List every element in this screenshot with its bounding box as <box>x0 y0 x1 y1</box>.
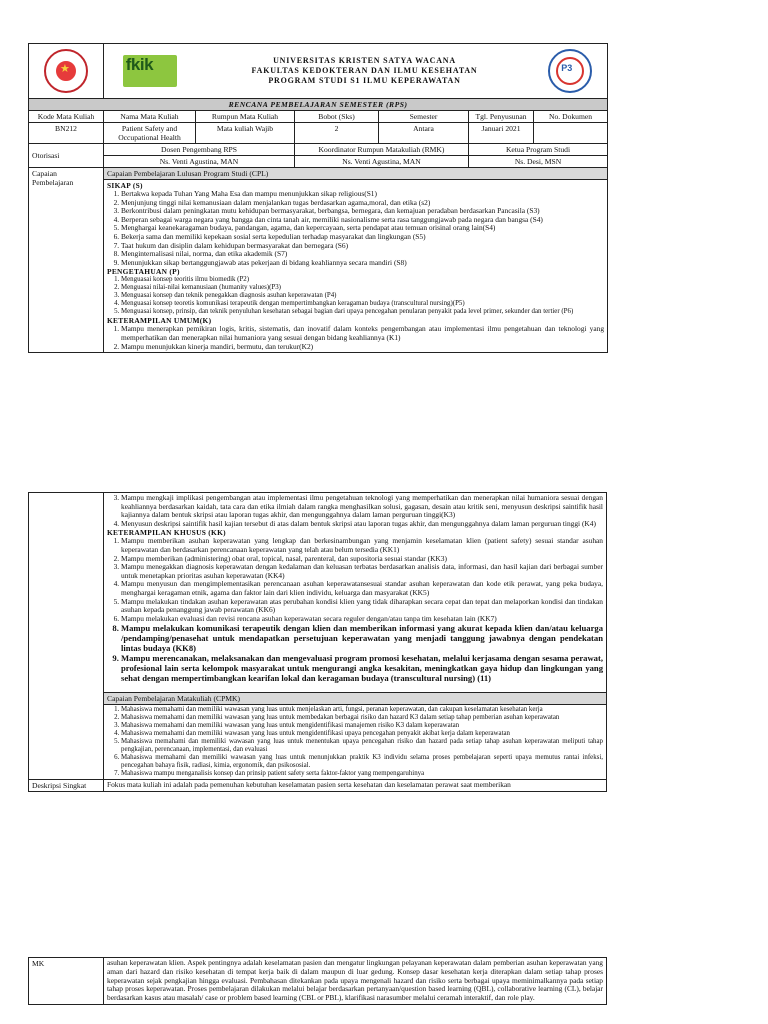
otorisasi-h1: Dosen Pengembang RPS <box>104 144 295 156</box>
list-item: 7. Mahasiswa mampu menganalisis konsep dan prinsip patient safety serta faktor-faktor yang mempengaruhinya <box>121 770 603 778</box>
col-kode: Kode Mata Kuliah <box>29 111 104 123</box>
otorisasi-h2: Koordinator Rumpun Matakuliah (RMK) <box>295 144 469 156</box>
pengetahuan-list <box>107 276 604 316</box>
list-item: 2. Menjunjung tinggi nilai kemanusiaan dalam menjalankan tugas berdasarkan agama,moral, dan etika (s2) <box>121 199 604 208</box>
cpmk-title: Capaian Pembelajaran Matakuliah (CPMK) <box>104 693 607 705</box>
ku-list-page1 <box>107 325 604 351</box>
list-item: 5. Mampu melakukan tindakan asuhan keperawatan atas perubahan kondisi klien yang tidak diharapkan secara cepat dan tepat dan melaporkan kondisi dan tindakan asuhan kepada penanggung jawab perawatan (KK6) <box>121 598 603 615</box>
otorisasi-v2: Ns. Venti Agustina, MAN <box>295 156 469 168</box>
col-rumpun: Rumpun Mata Kuliah <box>196 111 295 123</box>
deskripsi-label: Deskripsi Singkat <box>29 780 104 792</box>
p3-logo-icon: P3 <box>548 49 592 93</box>
faculty-name: FAKULTAS KEDOKTERAN DAN ILMU KESEHATAN <box>251 66 478 75</box>
cpl-continued <box>104 493 607 693</box>
list-item: 1. Menguasai konsep teoritis ilmu biomedik (P2) <box>121 276 604 284</box>
logo-right-cell <box>534 44 608 99</box>
list-item: 2. Mampu memberikan (administering) obat oral, topical, nasal, parenteral, dan supositoria sesuai standar (KK3) <box>121 555 603 564</box>
col-bobot: Bobot (Sks) <box>295 111 379 123</box>
col-tgl: Tgl. Penyusunan <box>469 111 534 123</box>
list-item: 8. Mampu melakukan komunikasi terapeutik dengan klien dan memberikan informasi yang akurat kepada klien dan/atau keluarga /pendamping/penasehat untuk mendapatkan persetujuan keperawatan yang menjadi tanggung jawabnya dengan pendekatan lintas budaya (KK8) <box>121 623 603 653</box>
sikap-list <box>107 190 604 267</box>
cpl-title: Capaian Pembelajaran Lulusan Program Studi (CPL) <box>104 168 608 180</box>
val-rumpun: Mata kuliah Wajib <box>196 123 295 144</box>
university-name: UNIVERSITAS KRISTEN SATYA WACANA <box>273 56 456 65</box>
list-item: 4. Mampu menyusun dan mengimplementasikan perencanaan asuhan keperawatansesuai standar asuhan keperawatan dan kode etik perawat, yang peka budaya, menghargai keragaman etnik, agama dan faktor lain dari klien individu, keluarga dan masyarakat (KK5) <box>121 580 603 597</box>
list-item: 4. Menyusun deskripsi saintifik hasil kajian tersebut di atas dalam bentuk skripsi atau laporan tugas akhir, dan mengunggahnya dalam laman perguruan tinggi (K4) <box>121 520 603 529</box>
list-item: 3. Mampu mengkaji implikasi pengembangan atau implementasi ilmu pengetahuan teknologi yang memperhatikan dan menerapkan nilai humaniora sesuai dengan keahliannya berdasarkan kaidah, tata cara dan etika ilmiah dalam rangka menghasilkan solusi, gagasan, desain atau kritik seni, menyusun deskripsi saintifik hasil kajiannya dalam bentuk skripsi atau laporan tugas akhir, dan mengunggahnya dalam laman perguruan tinggi(K3) <box>121 494 603 520</box>
list-item: 5. Mahasiswa memahami dan memiliki wawasan yang luas untuk menentukan upaya pencegahan risiko dan hazard pada setiap tahap asuhan keperawatan meliputi tahap pengkajian, perencanaan, implementasi, dan evaluasi <box>121 738 603 754</box>
col-nodok: No. Dokumen <box>534 111 608 123</box>
val-kode: BN212 <box>29 123 104 144</box>
cp-label: Capaian Pembelajaran <box>29 168 104 353</box>
page-3 <box>28 957 607 1005</box>
list-item: 1. Mampu menerapkan pemikiran logis, kritis, sistematis, dan inovatif dalam konteks pengembangan atau implementasi ilmu pengetahuan dan teknologi yang memperhatikan dan menerapkan nilai humaniora yang sesuai dengan bidang keahliannya (K1) <box>121 325 604 342</box>
rps-title: RENCANA PEMBELAJARAN SEMESTER (RPS) <box>29 99 608 111</box>
logo-uksw-cell <box>29 44 104 99</box>
list-item: 3. Berkontribusi dalam peningkatan mutu kehidupan bermasyarakat, berbangsa, bernegara, dan kemajuan peradaban berdasarkan Pancasila (S3) <box>121 207 604 216</box>
list-item: 7. Taat hukum dan disiplin dalam kehidupan bermasyarakat dan bernegara (S6) <box>121 242 604 251</box>
program-name: PROGRAM STUDI S1 ILMU KEPERAWATAN <box>268 76 461 85</box>
otorisasi-v3: Ns. Desi, MSN <box>469 156 608 168</box>
rps-header-table <box>28 43 608 353</box>
list-item: 5. Menguasai konsep, prinsip, dan teknik penyuluhan kesehatan sebagai bagian dari upaya pencegahan penularan penyakit pada level primer, sekunder dan tertier (P6) <box>121 308 604 316</box>
list-item: 9. Menunjukkan sikap bertanggungjawab atas pekerjaan di bidang keahliannya secara mandiri (S8) <box>121 259 604 268</box>
rps-continuation-table <box>28 492 607 792</box>
list-item: 3. Mampu menegakkan diagnosis keperawatan dengan kedalaman dan keluasan terbatas berdasarkan analisis data, informasi, dan hasil kajian dari berbagai sumber untuk menetapkan prioritas asuhan keperawatan (KK4) <box>121 563 603 580</box>
list-item: 3. Menguasai konsep dan teknik penegakkan diagnosis asuhan keperawatan (P4) <box>121 292 604 300</box>
otorisasi-h3: Ketua Program Studi <box>469 144 608 156</box>
deskripsi-text-2: asuhan keperawatan klien. Aspek pentingnya adalah keselamatan pasien dan mengatur lingkungan pelayanan keperawatan dalam pemberian asuhan keperawatan yang aman dari hazard dan risiko kesehatan di tempat kerja baik di dalam maupun di luar gedung. Konsep dasar kesehatan kerja diterapkan dalam setiap tahap proses keperawatan sejak pengkajian hingga evaluasi. Pembahasan ditekankan pada upaya mengenali hazard dan risiko serta berbagai upaya meminimalkannya pada setiap tahap proses keperawatan. Proses pembelajaran dilakukan melalui belajar berdasarkan pertanyaan/question based learning (QBL), collaborative learning (CL), belajar berdasarkan kasus atau masalah/ case or problem based learning (CBL or PBL), klarifikasi narasumber melalui ceramah interaktif, dan role play. <box>104 958 607 1005</box>
list-item: 2. Mahasiswa memahami dan memiliki wawasan yang luas untuk membedakan berbagai risiko dan hazard K3 dalam setiap tahap pemberian asuhan keperawatan <box>121 714 603 722</box>
ku-title: KETERAMPILAN UMUM(K) <box>107 316 212 326</box>
col-nama: Nama Mata Kuliah <box>104 111 196 123</box>
cpmk-content <box>104 705 607 780</box>
pengetahuan-title: PENGETAHUAN (P) <box>107 267 180 277</box>
uksw-logo-icon: ★ <box>44 49 88 93</box>
list-item: 4. Berperan sebagai warga negara yang bangga dan cinta tanah air, memiliki nasionalisme serta rasa tanggungjawab pada negara dan bangsa (S4) <box>121 216 604 225</box>
val-nama: Patient Safety and Occupational Health <box>104 123 196 144</box>
list-item: 9. Mampu merencanakan, melaksanakan dan mengevaluasi program promosi kesehatan, melalui kerjasama dengan sesama perawat, profesional lain serta kelompok masyarakat untuk mengurangi angka kesakitan, meningkatkan gaya hidup dan lingkungan yang sehat dengan mempertimbangkan kearifan lokal dan keragaman budaya (transcultural nursing) (11) <box>121 653 603 683</box>
rps-page3-table <box>28 957 607 1005</box>
list-item: 1. Mampu memberikan asuhan keperawatan yang lengkap dan berkesinambungan yang menjamin keselamatan klien (patient safety) sesuai standar asuhan keperawatan dan berdasarkan perencanaan keperawatan yang telah atau belum tersedia (KK1) <box>121 537 603 554</box>
list-item: 3. Mahasiswa memahami dan memiliki wawasan yang luas untuk mengidentifikasi manajemen risiko K3 dalam keperawatan <box>121 722 603 730</box>
list-item: 6. Mampu melakukan evaluasi dan revisi rencana asuhan keperawatan secara reguler dengan/atau tanpa tim kesehatan lain (KK7) <box>121 615 603 624</box>
list-item: 6. Bekerja sama dan memiliki kepekaan sosial serta kepedulian terhadap masyarakat dan lingkungan (S5) <box>121 233 604 242</box>
list-item: 2. Mampu menunjukkan kinerja mandiri, bermutu, dan terukur(K2) <box>121 343 604 352</box>
logo-fkik-cell <box>104 44 196 99</box>
col-semester: Semester <box>379 111 469 123</box>
kk-list-emphasis <box>107 623 603 683</box>
university-heading <box>196 44 534 99</box>
mk-label: MK <box>29 958 104 1005</box>
blank-left <box>29 493 104 693</box>
cpmk-list <box>107 706 603 778</box>
cpl-content <box>104 180 608 353</box>
val-bobot: 2 <box>295 123 379 144</box>
list-item: 1. Mahasiswa memahami dan memiliki wawasan yang luas untuk menjelaskan arti, fungsi, peranan keperawatan, dan cakupan keselamatan kesehatan kerja <box>121 706 603 714</box>
deskripsi-text-1: Fokus mata kuliah ini adalah pada pemenuhan kebutuhan keselamatan pasien serta kesehatan dan keselamatan perawat saat memberikan <box>104 780 607 792</box>
val-semester: Antara <box>379 123 469 144</box>
ku-list-page2 <box>107 494 603 528</box>
list-item: 8. Menginternalisasi nilai, norma, dan etika akademik (S7) <box>121 250 604 259</box>
kk-title: KETERAMPILAN KHUSUS (KK) <box>107 528 226 538</box>
list-item: 2. Menguasai nilai-nilai kemanusiaan (humanity values)(P3) <box>121 284 604 292</box>
val-nodok <box>534 123 608 144</box>
list-item: 6. Mahasiswa memahami dan memiliki wawasan yang luas untuk menunjukkan praktik K3 individu selama proses pembelajaran seperti upaya memutus rantai infeksi, pencegahan bahaya fisik, radiasi, kimia, ergonomik, dan psikososial. <box>121 754 603 770</box>
fkik-logo-icon: fkik <box>123 55 177 87</box>
list-item: 1. Bertakwa kepada Tuhan Yang Maha Esa dan mampu menunjukkan sikap religious(S1) <box>121 190 604 199</box>
page-2 <box>28 492 607 792</box>
list-item: 4. Menguasai konsep teoretis komunikasi terapeutik dengan mempertimbangkan keragaman budaya (transcultural nursing)(P5) <box>121 300 604 308</box>
list-item: 5. Menghargai keanekaragaman budaya, pandangan, agama, dan kepercayaan, serta pendapat atau temuan orisinal orang lain(S4) <box>121 224 604 233</box>
list-item: 4. Mahasiswa memahami dan memiliki wawasan yang luas untuk mengidentifikasi upaya pencegahan penyakit akibat kerja dalam keperawatan <box>121 730 603 738</box>
otorisasi-label: Otorisasi <box>29 144 104 168</box>
sikap-title: SIKAP (S) <box>107 181 143 190</box>
kk-list <box>107 537 603 623</box>
val-tgl: Januari 2021 <box>469 123 534 144</box>
otorisasi-v1: Ns. Venti Agustina, MAN <box>104 156 295 168</box>
page-1 <box>28 43 607 353</box>
